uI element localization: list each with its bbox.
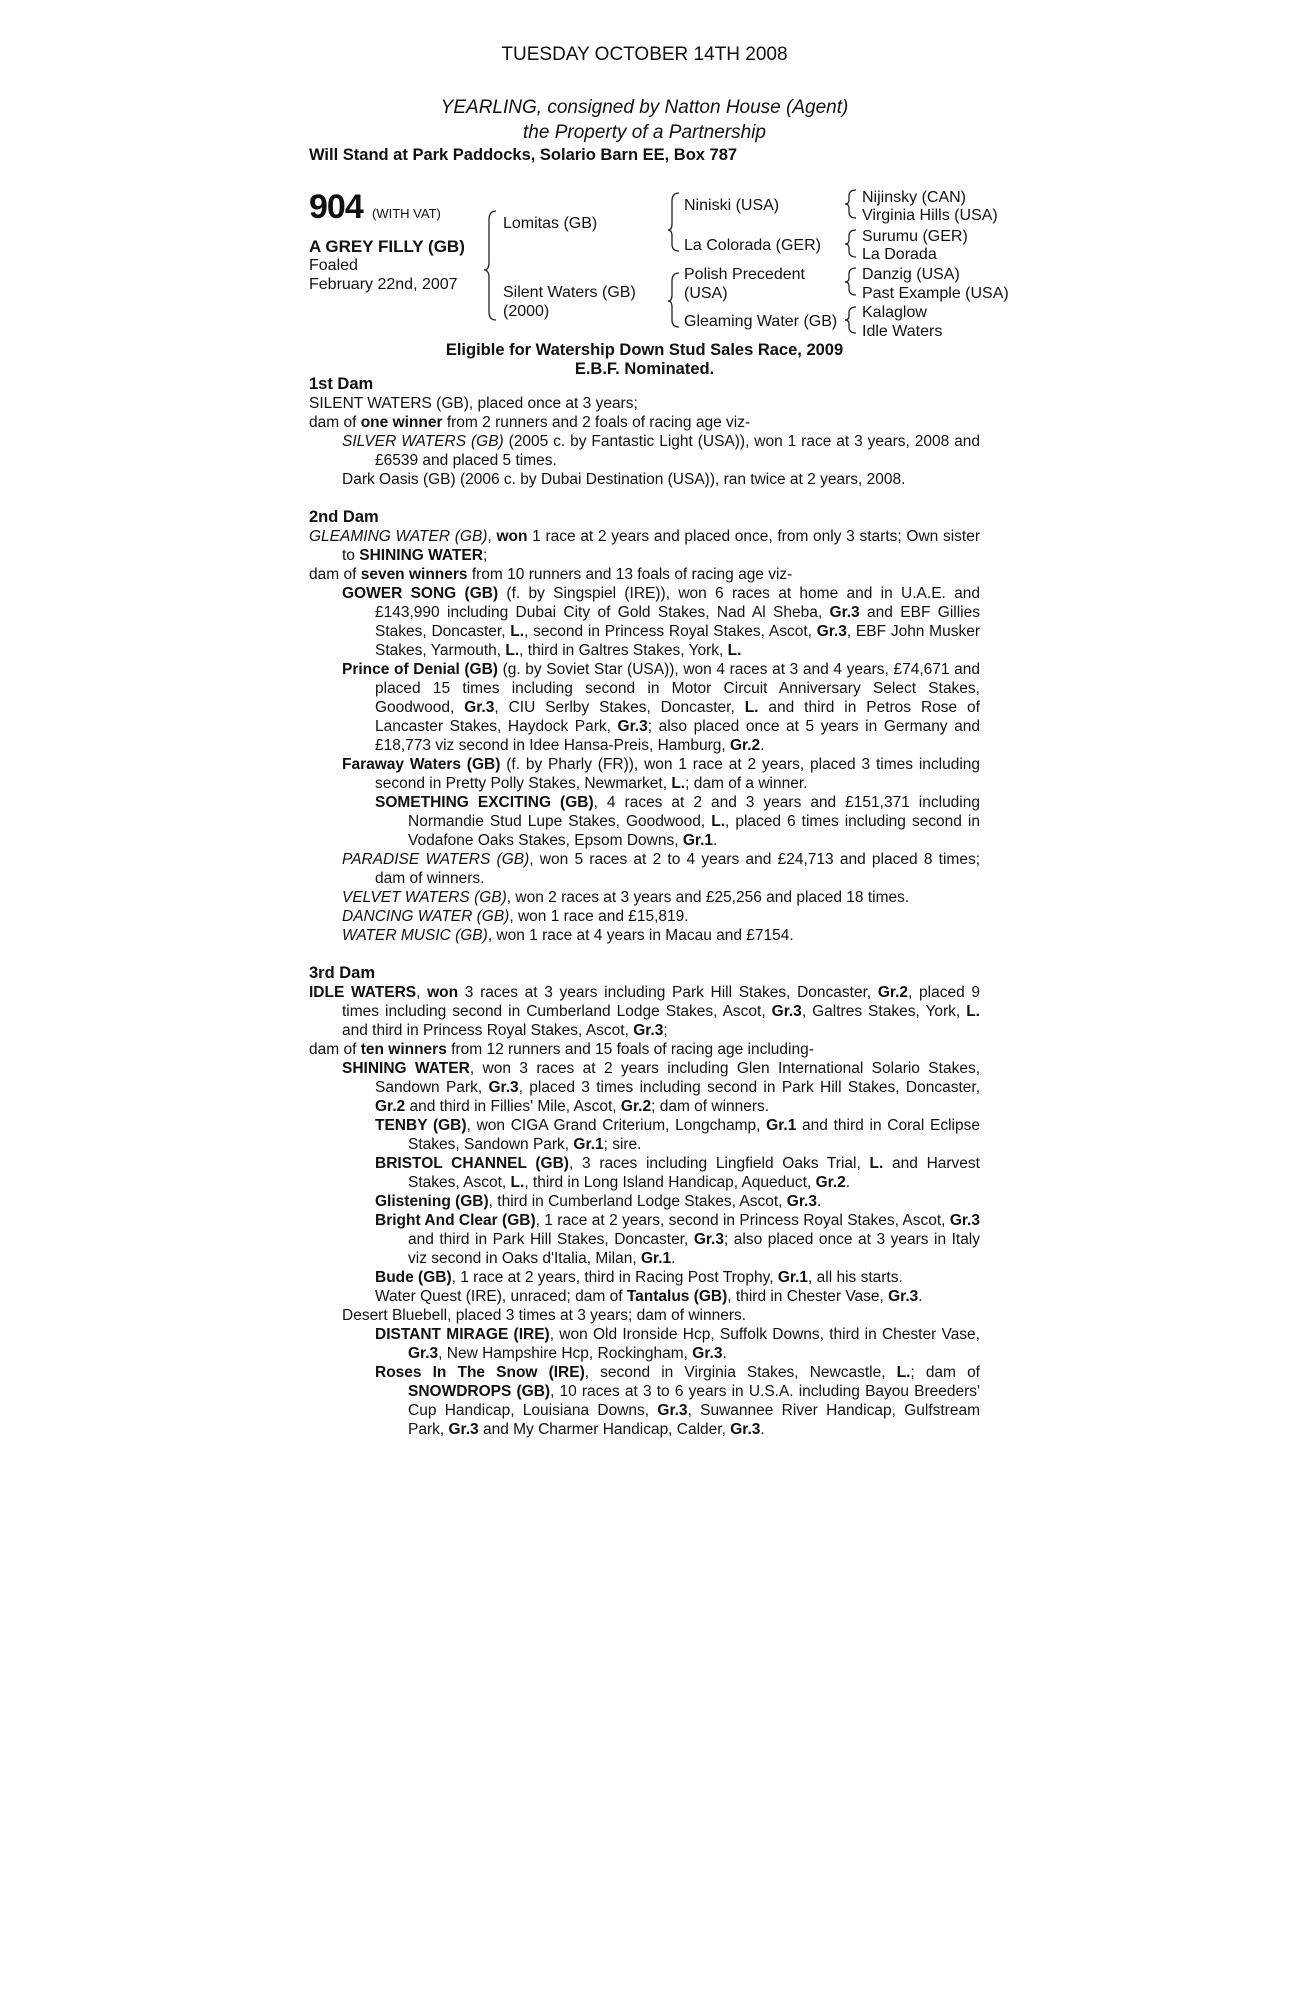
first-dam-produce-summary: dam of one winner from 2 runners and 2 foals of racing age viz- xyxy=(309,414,751,431)
produce-entry: Faraway Waters (GB) (f. by Pharly (FR)), won 1 race at 2 years, placed 3 times including second in Pretty Polly Stakes, Newmarket, L.; dam of a winner. xyxy=(342,756,980,792)
catalogue-text xyxy=(309,375,980,1439)
produce-entry: DISTANT MIRAGE (IRE), won Old Ironside Hcp, Suffolk Downs, third in Chester Vase, Gr.3, New Hampshire Hcp, Rockingham, Gr.3. xyxy=(375,1326,980,1362)
produce-entry: Bude (GB), 1 race at 2 years, third in Racing Post Trophy, Gr.1, all his starts. xyxy=(375,1269,903,1286)
brace-first-gen xyxy=(484,211,496,320)
pedigree-dam-sire: Polish Precedent xyxy=(684,266,805,283)
produce-entry: Bright And Clear (GB), 1 race at 2 years, second in Princess Royal Stakes, Ascot, Gr.3 and third in Park Hill Stakes, Doncaster, Gr.3; also placed once at 3 years in Italy viz second in Oaks d'Italia, Milan, Gr.1. xyxy=(375,1212,981,1267)
produce-entry: Roses In The Snow (IRE), second in Virginia Stakes, Newcastle, L.; dam of SNOWDROPS (GB), 10 races at 3 to 6 years in U.S.A. including Bayou Breeders' Cup Handicap, Louisiana Downs, Gr.3, Suwannee River Handicap, Gulfstream Park, Gr.3 and My Charmer Handicap, Calder, Gr.3. xyxy=(375,1364,981,1438)
produce-entry: GOWER SONG (GB) (f. by Singspiel (IRE)), won 6 races at home and in U.A.E. and £143,990 including Dubai City of Gold Stakes, Nad Al Sheba, Gr.3 and EBF Gillies Stakes, Doncaster, L., second in Princess Royal Stakes, Ascot, Gr.3, EBF John Musker Stakes, Yarmouth, L., third in Galtres Stakes, York, L. xyxy=(342,585,980,659)
produce-entry: VELVET WATERS (GB), won 2 races at 3 years and £25,256 and placed 18 times. xyxy=(342,889,910,906)
first-dam-entry: SILENT WATERS (GB), placed once at 3 years; xyxy=(309,395,638,412)
produce-entry: SILVER WATERS (GB) (2005 c. by Fantastic Light (USA)), won 1 race at 3 years, 2008 and £6539 and placed 5 times. xyxy=(342,433,980,469)
pedigree-sire-dam: La Colorada (GER) xyxy=(684,237,821,254)
pedigree-braces xyxy=(0,0,1289,340)
property-line: the Property of a Partnership xyxy=(523,122,766,143)
third-dam-heading: 3rd Dam xyxy=(309,964,376,982)
brace-polish-precedent xyxy=(845,268,856,295)
eligibility-line: Eligible for Watership Down Stud Sales Race, 2009 xyxy=(445,341,844,359)
pedigree-gg-5: Danzig (USA) xyxy=(862,266,960,283)
produce-entry: DANCING WATER (GB), won 1 race and £15,819. xyxy=(342,908,689,925)
produce-entry: Prince of Denial (GB) (g. by Soviet Star (USA)), won 4 races at 3 and 4 years, £74,671 and placed 15 times including second in Motor Circuit Anniversary Select Stakes, Goodwood, Gr.3, CIU Serlby Stakes, Doncaster, L. and third in Petros Rose of Lancaster Stakes, Haydock Park, Gr.3; also placed once at 5 years in Germany and £18,773 viz second in Idee Hansa-Preis, Hamburg, Gr.2. xyxy=(342,661,980,754)
produce-entry: Dark Oasis (GB) (2006 c. by Dubai Destination (USA)), ran twice at 2 years, 2008. xyxy=(342,471,906,488)
consignor-line: YEARLING, consigned by Natton House (Agent) xyxy=(440,97,849,118)
produce-entry: SOMETHING EXCITING (GB), 4 races at 2 and 3 years and £151,371 including Normandie Stud Lupe Stakes, Goodwood, L., placed 6 times including second in Vodafone Oaks Stakes, Epsom Downs, Gr.1. xyxy=(375,794,981,849)
brace-la-colorada xyxy=(845,230,856,257)
pedigree-dam-dam: Gleaming Water (GB) xyxy=(684,313,838,330)
pedigree-dam-year: (2000) xyxy=(503,303,550,320)
lot-number: 904 xyxy=(309,188,363,226)
sale-date: TUESDAY OCTOBER 14TH 2008 xyxy=(501,44,788,65)
lot-description: A GREY FILLY (GB) xyxy=(309,237,465,256)
brace-gleaming-water xyxy=(845,307,856,333)
produce-entry: Desert Bluebell, placed 3 times at 3 years; dam of winners. xyxy=(342,1307,747,1324)
produce-entry: Water Quest (IRE), unraced; dam of Tantalus (GB), third in Chester Vase, Gr.3. xyxy=(375,1288,923,1305)
produce-entry: SHINING WATER, won 3 races at 2 years including Glen International Solario Stakes, Sandown Park, Gr.3, placed 3 times including second in Park Hill Stakes, Doncaster, Gr.2 and third in Fillies' Mile, Ascot, Gr.2; dam of winners. xyxy=(342,1060,981,1115)
pedigree-gg-2: Virginia Hills (USA) xyxy=(862,207,998,224)
produce-entry: PARADISE WATERS (GB), won 5 races at 2 to 4 years and £24,713 and placed 8 times; dam of winners. xyxy=(342,851,980,887)
pedigree-gg-4: La Dorada xyxy=(862,246,937,263)
pedigree-dam: Silent Waters (GB) xyxy=(503,284,636,301)
stand-location: Will Stand at Park Paddocks, Solario Barn EE, Box 787 xyxy=(309,146,738,164)
produce-entry: WATER MUSIC (GB), won 1 race at 4 years in Macau and £7154. xyxy=(342,927,794,944)
foaled-label: Foaled xyxy=(309,257,358,274)
brace-dam xyxy=(668,273,679,327)
pedigree-gg-8: Idle Waters xyxy=(862,323,943,340)
third-dam-entry: IDLE WATERS, won 3 races at 3 years including Park Hill Stakes, Doncaster, Gr.2, placed 9 times including second in Cumberland Lodge Stakes, Ascot, Gr.3, Galtres Stakes, York, L. and third in Princess Royal Stakes, Ascot, Gr.3; xyxy=(309,984,980,1039)
pedigree-gg-3: Surumu (GER) xyxy=(862,228,968,245)
ebf-line: E.B.F. Nominated. xyxy=(574,360,715,378)
second-dam-produce-summary: dam of seven winners from 10 runners and 13 foals of racing age viz- xyxy=(309,566,793,583)
pedigree-sire-sire: Niniski (USA) xyxy=(684,197,780,214)
foaled-date: February 22nd, 2007 xyxy=(309,276,458,293)
second-dam-entry: GLEAMING WATER (GB), won 1 race at 2 years and placed once, from only 3 starts; Own sister to SHINING WATER; xyxy=(309,528,980,564)
pedigree-dam-sire-country: (USA) xyxy=(684,285,728,302)
produce-entry: TENBY (GB), won CIGA Grand Criterium, Longchamp, Gr.1 and third in Coral Eclipse Stakes, Sandown Park, Gr.1; sire. xyxy=(375,1117,980,1153)
pedigree-gg-7: Kalaglow xyxy=(862,304,927,321)
pedigree-gg-1: Nijinsky (CAN) xyxy=(862,189,966,206)
brace-sire xyxy=(668,193,679,251)
second-dam-heading: 2nd Dam xyxy=(309,508,379,526)
third-dam-produce-summary: dam of ten winners from 12 runners and 15 foals of racing age including- xyxy=(309,1041,814,1058)
produce-entry: BRISTOL CHANNEL (GB), 3 races including Lingfield Oaks Trial, L. and Harvest Stakes, Ascot, L., third in Long Island Handicap, Aqueduct, Gr.2. xyxy=(375,1155,980,1191)
vat-note: (WITH VAT) xyxy=(372,206,441,221)
first-dam-heading: 1st Dam xyxy=(309,375,374,393)
pedigree-gg-6: Past Example (USA) xyxy=(862,285,1009,302)
brace-niniski xyxy=(845,190,856,218)
produce-entry: Glistening (GB), third in Cumberland Lodge Stakes, Ascot, Gr.3. xyxy=(375,1193,822,1210)
pedigree-sire: Lomitas (GB) xyxy=(503,215,598,232)
